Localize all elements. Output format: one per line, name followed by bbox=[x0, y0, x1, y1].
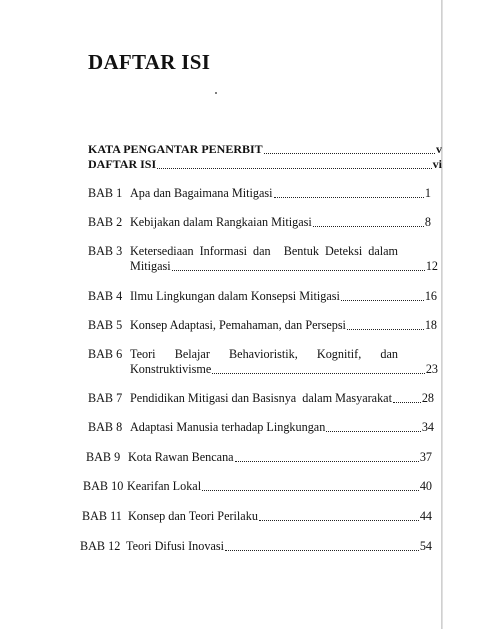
chapter-title: Kota Rawan Bencana bbox=[128, 450, 234, 464]
chapter-number: BAB 7 bbox=[88, 391, 123, 405]
chapter-number: BAB 12 bbox=[80, 539, 121, 553]
title-word: Behavioristik, bbox=[229, 347, 298, 361]
toc-entry-bab-7[interactable] bbox=[88, 391, 434, 406]
title-word: Bentuk bbox=[283, 244, 319, 258]
toc-entry-page: v bbox=[436, 142, 442, 156]
toc-entry-label: DAFTAR ISI bbox=[88, 157, 157, 171]
chapter-number: BAB 9 bbox=[86, 450, 121, 464]
chapter-page: 12 bbox=[425, 259, 438, 273]
dot-leader bbox=[172, 270, 425, 271]
chapter-number: BAB 10 bbox=[83, 479, 124, 493]
chapter-number: BAB 11 bbox=[82, 509, 122, 523]
chapter-page: 44 bbox=[419, 509, 432, 523]
title-word: Deteksi bbox=[324, 244, 363, 258]
chapter-title-line-1 bbox=[130, 347, 398, 362]
chapter-page: 37 bbox=[419, 450, 432, 464]
chapter-page: 16 bbox=[424, 289, 437, 303]
page-title: DAFTAR ISI bbox=[88, 50, 211, 74]
chapter-number: BAB 6 bbox=[88, 347, 123, 361]
title-word: dan bbox=[253, 244, 271, 258]
chapter-page: 28 bbox=[421, 391, 434, 405]
dot-leader bbox=[347, 329, 424, 330]
toc-entry-bab-2[interactable] bbox=[88, 215, 431, 230]
toc-entry-bab-6-continuation[interactable] bbox=[130, 362, 438, 377]
chapter-number: BAB 2 bbox=[88, 215, 123, 229]
toc-entry-bab-6[interactable] bbox=[88, 347, 398, 362]
chapter-page: 54 bbox=[419, 539, 432, 553]
chapter-title: Kebijakan dalam Rangkaian Mitigasi bbox=[130, 215, 312, 229]
toc-entry-daftar-isi[interactable] bbox=[88, 157, 442, 172]
chapter-page: 1 bbox=[424, 186, 431, 200]
chapter-title-line-2: Konstruktivisme bbox=[130, 362, 212, 376]
chapter-page: 40 bbox=[419, 479, 432, 493]
chapter-title: Adaptasi Manusia terhadap Lingkungan bbox=[130, 420, 326, 434]
title-word: Ketersediaan bbox=[130, 244, 194, 258]
dot-leader bbox=[202, 490, 419, 491]
chapter-page: 8 bbox=[424, 215, 431, 229]
toc-entry-bab-12[interactable] bbox=[80, 539, 432, 554]
chapter-title: Konsep dan Teori Perilaku bbox=[128, 509, 258, 523]
chapter-title: Kearifan Lokal bbox=[127, 479, 202, 493]
chapter-title: Apa dan Bagaimana Mitigasi bbox=[130, 186, 273, 200]
dot-leader bbox=[264, 153, 435, 154]
chapter-title-line-1 bbox=[130, 244, 398, 259]
chapter-title: Ilmu Lingkungan dalam Konsepsi Mitigasi bbox=[130, 289, 340, 303]
chapter-title-line-2: Mitigasi bbox=[130, 259, 171, 273]
chapter-title: Konsep Adaptasi, Pemahaman, dan Persepsi bbox=[130, 318, 346, 332]
dot-leader bbox=[326, 431, 421, 432]
toc-entry-label: KATA PENGANTAR PENERBIT bbox=[88, 142, 263, 156]
chapter-title: Pendidikan Mitigasi dan Basisnya dalam Masyarakat bbox=[130, 391, 392, 405]
toc-entry-bab-10[interactable] bbox=[83, 479, 432, 494]
toc-entry-bab-4[interactable] bbox=[88, 289, 437, 304]
dot-leader bbox=[157, 168, 432, 169]
dot-leader bbox=[212, 373, 425, 374]
title-word: Belajar bbox=[174, 347, 210, 361]
title-word: dalam bbox=[368, 244, 398, 258]
toc-entry-bab-5[interactable] bbox=[88, 318, 437, 333]
chapter-page: 34 bbox=[421, 420, 434, 434]
chapter-page: 23 bbox=[425, 362, 438, 376]
toc-entry-bab-3-continuation[interactable] bbox=[130, 259, 438, 274]
dot-leader bbox=[225, 550, 419, 551]
dot-leader bbox=[393, 402, 421, 403]
toc-entry-bab-11[interactable] bbox=[82, 509, 432, 524]
chapter-number: BAB 3 bbox=[88, 244, 123, 258]
toc-entry-bab-8[interactable] bbox=[88, 420, 434, 435]
toc-entry-bab-9[interactable] bbox=[86, 450, 432, 465]
dot-leader bbox=[341, 300, 424, 301]
chapter-title: Teori Difusi Inovasi bbox=[126, 539, 224, 553]
toc-entry-page: vi bbox=[432, 157, 442, 171]
title-word: Teori bbox=[130, 347, 156, 361]
chapter-number: BAB 1 bbox=[88, 186, 123, 200]
toc-entry-kata-pengantar[interactable] bbox=[88, 142, 442, 157]
chapter-number: BAB 5 bbox=[88, 318, 123, 332]
chapter-number: BAB 4 bbox=[88, 289, 123, 303]
toc-entry-bab-1[interactable] bbox=[88, 186, 431, 201]
toc-entry-bab-3[interactable] bbox=[88, 244, 398, 259]
title-word: Kognitif, bbox=[316, 347, 362, 361]
title-word: Informasi bbox=[199, 244, 248, 258]
dot-leader bbox=[313, 226, 424, 227]
chapter-page: 18 bbox=[424, 318, 437, 332]
chapter-number: BAB 8 bbox=[88, 420, 123, 434]
dot-leader bbox=[274, 197, 424, 198]
title-word: dan bbox=[380, 347, 398, 361]
dot-leader bbox=[235, 461, 419, 462]
dot-leader bbox=[259, 520, 419, 521]
